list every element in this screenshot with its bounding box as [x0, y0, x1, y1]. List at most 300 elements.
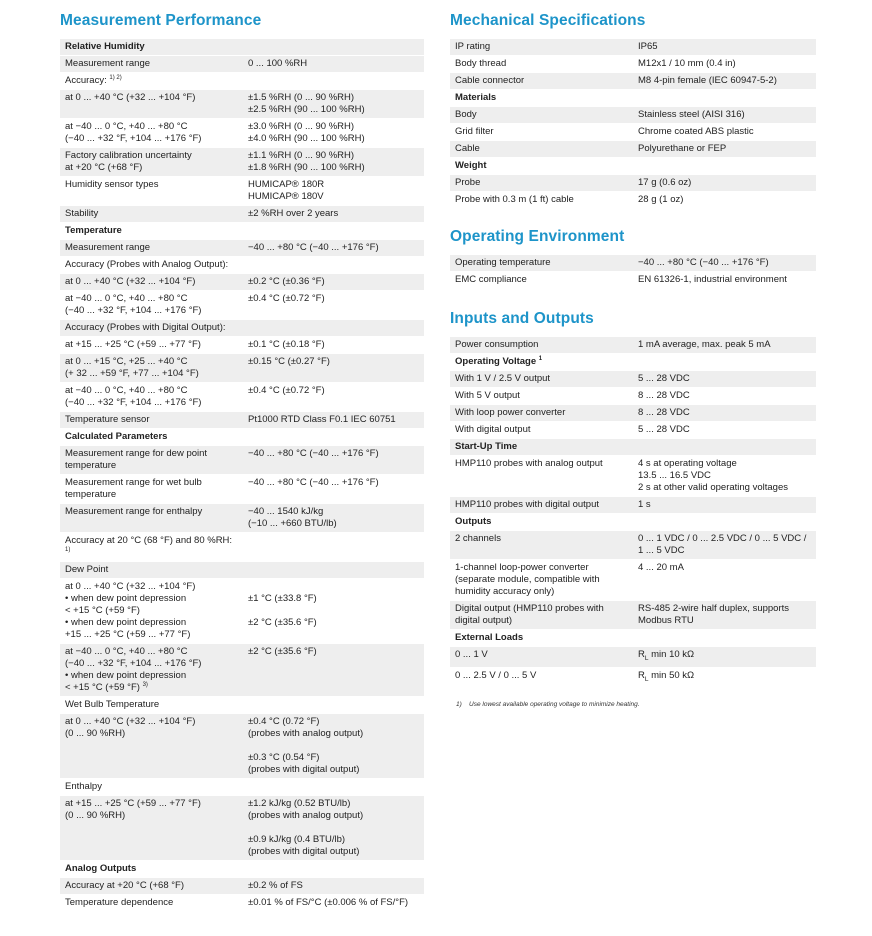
value-text: 1 mA average, max. peak 5 mA	[638, 339, 771, 350]
spec-row	[450, 141, 816, 158]
spec-row	[60, 320, 424, 337]
spec-row	[450, 107, 816, 124]
value-text: ±0.2 °C (±0.36 °F)	[248, 276, 325, 287]
spec-value	[243, 562, 424, 579]
label-text: Measurement range	[65, 242, 151, 253]
label-text: Temperature dependence	[65, 897, 174, 908]
section-header-row	[60, 223, 424, 240]
section-header-row	[450, 630, 816, 647]
section-header-label	[450, 90, 633, 107]
label-text: Accuracy (Probes with Digital Output):	[65, 322, 226, 333]
value-text: Polyurethane or FEP	[638, 143, 727, 154]
value-text: Chrome coated ABS plastic	[638, 126, 754, 137]
spec-label	[450, 560, 633, 601]
label-text: at −40 ... 0 °C, +40 ... +80 °C (−40 ... +32 °F, +104 ... +176 °F)	[65, 293, 202, 316]
spec-label	[450, 107, 633, 124]
value-rest: min 10 kΩ	[648, 649, 695, 660]
spec-value	[633, 337, 816, 354]
spec-value	[243, 177, 424, 206]
value-text: Stainless steel (AISI 316)	[638, 109, 745, 120]
value-text: ±0.15 °C (±0.27 °F)	[248, 356, 330, 367]
spec-label	[450, 497, 633, 514]
spec-value	[243, 412, 424, 429]
spec-row	[450, 255, 816, 272]
spec-value	[633, 667, 816, 688]
label-text: Probe with 0.3 m (1 ft) cable	[455, 194, 574, 205]
section-header-label	[450, 439, 633, 456]
spec-value	[633, 90, 816, 107]
spec-value	[243, 446, 424, 475]
spec-label	[60, 779, 243, 796]
label-text: Accuracy at +20 °C (+68 °F)	[65, 880, 185, 891]
value-text: 4 s at operating voltage 13.5 ... 16.5 VDC 2 s at other valid operating voltages	[638, 458, 788, 493]
spec-value	[633, 405, 816, 422]
spec-row	[60, 291, 424, 320]
spec-row	[60, 73, 424, 90]
label-text: EMC compliance	[455, 274, 527, 285]
value-text: Pt1000 RTD Class F0.1 IEC 60751	[248, 414, 396, 425]
value-text: ±0.4 °C (0.72 °F) (probes with analog output) ±0.3 °C (0.54 °F) (probes with digital output)	[248, 716, 364, 775]
spec-value	[633, 514, 816, 531]
label-text: With digital output	[455, 424, 531, 435]
section-header-row	[60, 429, 424, 446]
spec-value	[633, 371, 816, 388]
spec-value	[243, 579, 424, 644]
spec-label	[450, 422, 633, 439]
spec-value	[243, 714, 424, 779]
value-text: ±1 °C (±33.8 °F) ±2 °C (±35.6 °F)	[248, 593, 317, 628]
value-text: R	[638, 649, 645, 660]
label-text: at 0 ... +15 °C, +25 ... +40 °C (+ 32 ... +59 °F, +77 ... +104 °F)	[65, 356, 199, 379]
spec-value	[243, 274, 424, 291]
spec-label	[60, 714, 243, 779]
value-subscript: L	[644, 654, 649, 662]
spec-row	[450, 192, 816, 209]
value-text: 5 ... 28 VDC	[638, 424, 690, 435]
label-text: Accuracy (Probes with Analog Output):	[65, 259, 229, 270]
spec-row	[60, 504, 424, 533]
spec-row	[60, 148, 424, 177]
spec-label	[60, 562, 243, 579]
section-header-label	[450, 630, 633, 647]
spec-row	[450, 124, 816, 141]
spec-value	[633, 56, 816, 73]
spec-label	[450, 337, 633, 354]
spec-value	[243, 533, 424, 562]
label-text: Relative Humidity	[65, 41, 145, 52]
label-text: Operating temperature	[455, 257, 551, 268]
value-text: −40 ... +80 °C (−40 ... +176 °F)	[248, 242, 379, 253]
value-text: ±0.4 °C (±0.72 °F)	[248, 385, 325, 396]
spec-label	[60, 504, 243, 533]
spec-row	[60, 796, 424, 861]
value-text: ±1.2 kJ/kg (0.52 BTU/lb) (probes with analog output) ±0.9 kJ/kg (0.4 BTU/lb) (probes with digital output)	[248, 798, 364, 857]
spec-value	[243, 240, 424, 257]
footnote-reference: 1) 2)	[109, 74, 122, 81]
spec-label	[450, 73, 633, 90]
section-header-row	[450, 354, 816, 371]
label-text: Measurement range	[65, 58, 151, 69]
spec-row	[60, 383, 424, 412]
spec-value	[243, 895, 424, 912]
spec-row	[450, 405, 816, 422]
spec-row	[60, 446, 424, 475]
spec-row	[450, 601, 816, 630]
label-text: Accuracy at 20 °C (68 °F) and 80 %RH:	[65, 535, 233, 546]
spec-label	[60, 878, 243, 895]
label-text: Accuracy:	[65, 75, 107, 86]
spec-value	[243, 73, 424, 90]
spec-value	[243, 354, 424, 383]
label-text: Factory calibration uncertainty at +20 °C (+68 °F)	[65, 150, 192, 173]
value-text: 4 ... 20 mA	[638, 562, 684, 573]
spec-label	[60, 446, 243, 475]
value-text: R	[638, 669, 645, 681]
label-text: Body	[455, 109, 477, 120]
label-text: With 1 V / 2.5 V output	[455, 373, 551, 384]
value-text: ±3.0 %RH (0 ... 90 %RH) ±4.0 %RH (90 ... 100 %RH)	[248, 121, 365, 144]
label-text: 2 channels	[455, 533, 501, 544]
spec-label	[60, 206, 243, 223]
value-text: −40 ... +80 °C (−40 ... +176 °F)	[638, 257, 769, 268]
spec-row	[450, 667, 816, 688]
spec-row	[60, 412, 424, 429]
mechanical-specifications-table	[450, 39, 816, 209]
spec-value	[243, 504, 424, 533]
value-text: EN 61326-1, industrial environment	[638, 274, 787, 285]
measurement-performance-title: Measurement Performance	[60, 12, 262, 29]
section-header-row	[450, 439, 816, 456]
label-text: Cable connector	[455, 75, 525, 86]
value-text: ±1.1 %RH (0 ... 90 %RH) ±1.8 %RH (90 ... 100 %RH)	[248, 150, 365, 173]
section-header-label	[60, 223, 243, 240]
section-header-label	[60, 39, 243, 56]
label-text: Dew Point	[65, 564, 109, 575]
section-header-label	[60, 429, 243, 446]
spec-value	[243, 90, 424, 119]
inputs-outputs-title: Inputs and Outputs	[450, 310, 594, 327]
inputs-outputs-table	[450, 337, 816, 689]
spec-row	[450, 272, 816, 289]
spec-value	[243, 861, 424, 878]
label-text: Stability	[65, 208, 99, 219]
footnote-mark: 1)	[456, 700, 462, 708]
spec-label	[60, 412, 243, 429]
spec-label	[60, 320, 243, 337]
value-text: ±2 %RH over 2 years	[248, 208, 339, 219]
label-text: Digital output (HMP110 probes with digital output)	[455, 603, 604, 626]
spec-value	[633, 601, 816, 630]
spec-row	[450, 497, 816, 514]
spec-label	[450, 39, 633, 56]
spec-value	[633, 272, 816, 289]
value-text: M8 4-pin female (IEC 60947-5-2)	[638, 75, 777, 86]
label-text: at −40 ... 0 °C, +40 ... +80 °C (−40 ... +32 °F, +104 ... +176 °F) • when dew point depression < +15 °C (+59 °F)	[65, 646, 202, 693]
label-text: Enthalpy	[65, 781, 102, 792]
spec-row	[450, 456, 816, 497]
value-text: −40 ... +80 °C (−40 ... +176 °F)	[248, 477, 379, 488]
spec-label	[60, 337, 243, 354]
spec-value	[633, 456, 816, 497]
value-text: ±2 °C (±35.6 °F)	[248, 646, 317, 657]
spec-value	[243, 383, 424, 412]
value-rest: min 50 kΩ	[648, 669, 695, 681]
spec-label	[60, 533, 243, 562]
footnote-reference: 1	[538, 355, 543, 362]
label-text: Measurement range for dew point temperature	[65, 448, 208, 471]
label-text: at +15 ... +25 °C (+59 ... +77 °F)	[65, 339, 201, 350]
operating-environment-table	[450, 255, 816, 289]
label-text: Body thread	[455, 58, 507, 69]
label-text: Probe	[455, 177, 481, 188]
spec-row	[60, 90, 424, 119]
spec-row	[60, 56, 424, 73]
spec-label	[60, 73, 243, 90]
spec-row	[60, 274, 424, 291]
spec-value	[633, 630, 816, 647]
section-header-row	[60, 861, 424, 878]
spec-row	[450, 175, 816, 192]
spec-row	[60, 714, 424, 779]
spec-label	[60, 90, 243, 119]
value-text: IP65	[638, 41, 658, 52]
spec-label	[450, 388, 633, 405]
label-text: With 5 V output	[455, 390, 520, 401]
label-text: at 0 ... +40 °C (+32 ... +104 °F) • when dew point depression < +15 °C (+59 °F) • when dew point depression +15 ... +25 °C (+59 ... +77 °F)	[65, 581, 196, 640]
spec-row	[60, 895, 424, 912]
spec-row	[60, 644, 424, 697]
spec-value	[633, 158, 816, 175]
label-text: Outputs	[455, 516, 492, 527]
label-text: Grid filter	[455, 126, 494, 137]
mechanical-specifications-title: Mechanical Specifications	[450, 12, 646, 29]
spec-value	[243, 291, 424, 320]
spec-value	[633, 39, 816, 56]
right-column	[450, 12, 816, 708]
spec-value	[633, 422, 816, 439]
spec-label	[60, 56, 243, 73]
section-header-row	[450, 158, 816, 175]
spec-row	[60, 562, 424, 579]
spec-label	[60, 177, 243, 206]
spec-value	[243, 796, 424, 861]
label-text: HMP110 probes with digital output	[455, 499, 599, 510]
spec-value	[243, 429, 424, 446]
spec-label	[450, 192, 633, 209]
value-text: 5 ... 28 VDC	[638, 373, 690, 384]
spec-row	[450, 647, 816, 668]
label-text: 1-channel loop-power converter (separate module, compatible with humidity accuracy only)	[455, 562, 600, 597]
label-text: at 0 ... +40 °C (+32 ... +104 °F)	[65, 92, 196, 103]
spec-label	[450, 405, 633, 422]
label-text: at −40 ... 0 °C, +40 ... +80 °C (−40 ... +32 °F, +104 ... +176 °F)	[65, 385, 202, 408]
spec-value	[243, 475, 424, 504]
spec-value	[633, 141, 816, 158]
spec-label	[60, 475, 243, 504]
footnote-reference: 3)	[142, 681, 148, 688]
spec-label	[60, 895, 243, 912]
label-text: Calculated Parameters	[65, 431, 168, 442]
label-text: HMP110 probes with analog output	[455, 458, 603, 469]
value-text: RS-485 2-wire half duplex, supports Modbus RTU	[638, 603, 790, 626]
spec-label	[60, 644, 243, 697]
label-text: at +15 ... +25 °C (+59 ... +77 °F) (0 ... 90 %RH)	[65, 798, 201, 821]
spec-row	[60, 878, 424, 895]
section-header-label	[450, 158, 633, 175]
spec-value	[633, 439, 816, 456]
spec-value	[243, 119, 424, 148]
label-text: With loop power converter	[455, 407, 566, 418]
spec-value	[633, 73, 816, 90]
label-text: Measurement range for wet bulb temperature	[65, 477, 202, 500]
label-text: Cable	[455, 143, 480, 154]
label-text: at 0 ... +40 °C (+32 ... +104 °F) (0 ... 90 %RH)	[65, 716, 196, 739]
spec-row	[450, 422, 816, 439]
spec-label	[60, 274, 243, 291]
value-text: 0 ... 100 %RH	[248, 58, 308, 69]
label-text: Wet Bulb Temperature	[65, 699, 160, 710]
spec-label	[60, 579, 243, 644]
section-header-row	[450, 514, 816, 531]
value-text: HUMICAP® 180R HUMICAP® 180V	[248, 179, 325, 202]
spec-label	[450, 124, 633, 141]
label-text: External Loads	[455, 632, 524, 643]
label-text: at 0 ... +40 °C (+32 ... +104 °F)	[65, 276, 196, 287]
spec-row	[60, 475, 424, 504]
label-text: Weight	[455, 160, 487, 171]
spec-row	[60, 240, 424, 257]
spec-label	[60, 697, 243, 714]
value-text: −40 ... 1540 kJ/kg (−10 ... +660 BTU/lb)	[248, 506, 337, 529]
spec-label	[60, 240, 243, 257]
spec-row	[60, 533, 424, 562]
spec-value	[633, 255, 816, 272]
spec-row	[60, 354, 424, 383]
label-text: Humidity sensor types	[65, 179, 159, 190]
spec-label	[450, 667, 633, 688]
spec-label	[450, 456, 633, 497]
spec-row	[450, 39, 816, 56]
spec-row	[60, 337, 424, 354]
spec-row	[450, 337, 816, 354]
section-header-row	[450, 90, 816, 107]
spec-label	[60, 119, 243, 148]
label-text: Temperature	[65, 225, 122, 236]
spec-label	[450, 371, 633, 388]
spec-value	[243, 56, 424, 73]
spec-value	[633, 560, 816, 601]
label-text: Analog Outputs	[65, 863, 137, 874]
spec-label	[450, 531, 633, 560]
spec-label	[60, 383, 243, 412]
label-text: Start-Up Time	[455, 441, 518, 452]
label-text: Materials	[455, 92, 497, 103]
spec-label	[450, 141, 633, 158]
spec-value	[243, 39, 424, 56]
spec-row	[450, 56, 816, 73]
spec-row	[60, 119, 424, 148]
spec-value	[243, 878, 424, 895]
footnote-reference: 1)	[65, 546, 71, 553]
spec-value	[633, 124, 816, 141]
spec-label	[60, 354, 243, 383]
value-text: ±0.2 % of FS	[248, 880, 303, 891]
label-text: Temperature sensor	[65, 414, 150, 425]
value-subscript: L	[644, 675, 649, 683]
spec-value	[243, 148, 424, 177]
spec-row	[60, 206, 424, 223]
value-text: −40 ... +80 °C (−40 ... +176 °F)	[248, 448, 379, 459]
spec-value	[633, 107, 816, 124]
label-text: IP rating	[455, 41, 491, 52]
section-header-label	[60, 861, 243, 878]
spec-row	[450, 560, 816, 601]
value-text: M12x1 / 10 mm (0.4 in)	[638, 58, 736, 69]
label-text: at −40 ... 0 °C, +40 ... +80 °C (−40 ... +32 °F, +104 ... +176 °F)	[65, 121, 202, 144]
spec-value	[633, 647, 816, 668]
spec-value	[633, 192, 816, 209]
section-header-label	[450, 514, 633, 531]
left-column	[60, 12, 424, 912]
value-text: 1 s	[638, 499, 651, 510]
spec-value	[633, 175, 816, 192]
spec-label	[450, 56, 633, 73]
spec-value	[243, 223, 424, 240]
footnote	[450, 701, 816, 708]
spec-value	[633, 531, 816, 560]
footnote-text: Use lowest available operating voltage to minimize heating.	[469, 700, 640, 708]
spec-value	[243, 697, 424, 714]
spec-row	[450, 371, 816, 388]
label-text: Operating Voltage	[455, 356, 537, 367]
operating-environment-title: Operating Environment	[450, 228, 625, 245]
spec-label	[450, 175, 633, 192]
spec-value	[243, 320, 424, 337]
spec-row	[60, 697, 424, 714]
spec-label	[450, 255, 633, 272]
label-text: 0 ... 2.5 V / 0 ... 5 V	[455, 669, 537, 681]
spec-label	[60, 291, 243, 320]
spec-value	[243, 644, 424, 697]
spec-value	[243, 257, 424, 274]
label-text: Measurement range for enthalpy	[65, 506, 203, 517]
value-text: 17 g (0.6 oz)	[638, 177, 692, 188]
spec-row	[60, 779, 424, 796]
value-text: 28 g (1 oz)	[638, 194, 684, 205]
spec-row	[450, 531, 816, 560]
spec-row	[450, 73, 816, 90]
label-text: 0 ... 1 V	[455, 649, 488, 660]
value-text: 8 ... 28 VDC	[638, 390, 690, 401]
value-text: ±0.4 °C (±0.72 °F)	[248, 293, 325, 304]
value-text: ±0.01 % of FS/°C (±0.006 % of FS/°F)	[248, 897, 409, 908]
spec-value	[633, 354, 816, 371]
spec-row	[60, 257, 424, 274]
spec-value	[633, 497, 816, 514]
spec-label	[60, 796, 243, 861]
value-text: 8 ... 28 VDC	[638, 407, 690, 418]
spec-value	[633, 388, 816, 405]
label-text: Power consumption	[455, 339, 539, 350]
spec-value	[243, 206, 424, 223]
spec-row	[450, 388, 816, 405]
spec-label	[450, 647, 633, 668]
spec-label	[450, 272, 633, 289]
section-header-label	[450, 354, 633, 371]
spec-label	[60, 257, 243, 274]
spec-value	[243, 337, 424, 354]
spec-label	[60, 148, 243, 177]
